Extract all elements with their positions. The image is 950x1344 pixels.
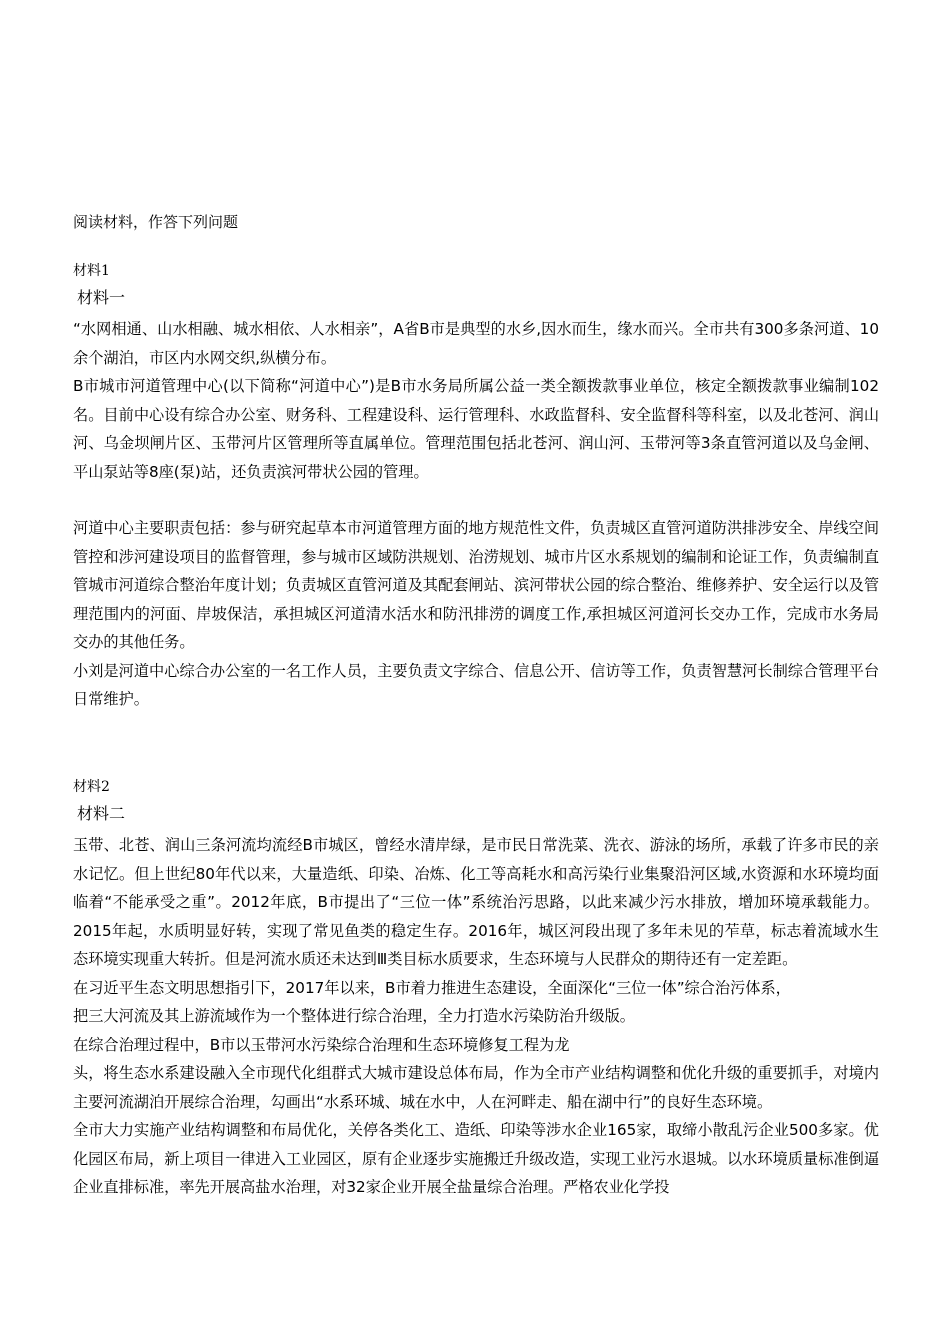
material-2-heading: 材料二	[77, 804, 126, 823]
material-1-paragraph-1: “水网相通、山水相融、城水相依、人水相亲”，A省B市是典型的水乡,因水而生，缘水而兴。全市共有300多条河道、10余个湖泊，市区内水网交织,纵横分布。	[73, 320, 879, 367]
material-2-paragraph-3: 把三大河流及其上游流域作为一个整体进行综合治理，全力打造水污染防治升级版。	[73, 1007, 635, 1025]
material-2-paragraph-2: 在习近平生态文明思想指引下，2017年以来，B市着力推进生态建设，全面深化“三位一体”综合治污体系，	[73, 978, 791, 997]
material-2-paragraph-5: 头，将生态水系建设融入全市现代化组群式大城市建设总体布局，作为全市产业结构调整和优化升级的重要抓手，对境内主要河流湖泊开展综合治理，勾画出“水系环城、城在水中，人在河畔走、船在湖中行”的良好生态环境。	[73, 1064, 879, 1111]
material-1-paragraph-2: B市城市河道管理中心(以下简称“河道中心”)是B市水务局所属公益一类全额拨款事业单位，核定全额拨款事业编制102名。目前中心设有综合办公室、财务科、工程建设科、运行管理科、水政监督科、安全监督科等科室，以及北苍河、润山河、乌金坝闸片区、玉带河片区管理所等直属单位。管理范围包括北苍河、润山河、玉带河等3条直管河道以及乌金闸、平山泵站等8座(泵)站，还负责滨河带状公园的管理。	[73, 377, 879, 481]
material-2-paragraph-1: 玉带、北苍、润山三条河流均流经B市城区，曾经水清岸绿，是市民日常洗菜、洗衣、游泳的场所，承载了许多市民的亲水记忆。但上世纪80年代以来，大量造纸、印染、冶炼、化工等高耗水和高污染行业集聚沿河区域,水资源和水环境均面临着“不能承受之重”。2012年底，B市提出了“三位一体”系统治污思路，以此来减少污水排放，增加环境承载能力。2015年起，水质明显好转，实现了常见鱼类的稳定生存。2016年，城区河段出现了多年未见的苲草，标志着流域水生态环境实现重大转折。但是河流水质还未达到Ⅲ类目标水质要求，生态环境与人民群众的期待还有一定差距。	[73, 836, 879, 968]
material-2-paragraph-4: 在综合治理过程中，B市以玉带河水污染综合治理和生态环境修复工程为龙	[73, 1035, 570, 1054]
material-2-paragraph-6: 全市大力实施产业结构调整和布局优化，关停各类化工、造纸、印染等涉水企业165家，取缔小散乱污企业500多家。优化园区布局，新上项目一律进入工业园区，原有企业逐步实施搬迁升级改造，实现工业污水退城。以水环境质量标准倒逼企业直排标准，率先开展高盐水治理，对32家企业开展全盐量综合治理。严格农业化学投	[73, 1121, 879, 1196]
material-2-label: 材料2	[73, 779, 110, 795]
material-1-heading: 材料一	[77, 288, 126, 307]
material-1-paragraph-4: 小刘是河道中心综合办公室的一名工作人员，主要负责文字综合、信息公开、信访等工作，负责智慧河长制综合管理平台日常维护。	[73, 661, 879, 708]
material-1-label: 材料1	[73, 263, 110, 279]
material-1-paragraph-3: 河道中心主要职责包括：参与研究起草本市河道管理方面的地方规范性文件，负责城区直管河道防洪排涉安全、岸线空间管控和涉河建设项目的监督管理，参与城市区域防洪规划、治涝规划、城市片区水系规划的编制和论证工作，负责编制直管城市河道综合整治年度计划；负责城区直管河道及其配套闸站、滨河带状公园的综合整治、维修养护、安全运行以及管理范围内的河面、岸坡保洁，承担城区河道清水活水和防汛排涝的调度工作,承担城区河道河长交办工作，完成市水务局交办的其他任务。	[73, 519, 879, 651]
material-2-section	[73, 776, 879, 1202]
instruction-text: 阅读材料，作答下列问题	[73, 213, 239, 231]
paragraph-gap	[73, 486, 879, 514]
material-1-section	[73, 260, 879, 714]
